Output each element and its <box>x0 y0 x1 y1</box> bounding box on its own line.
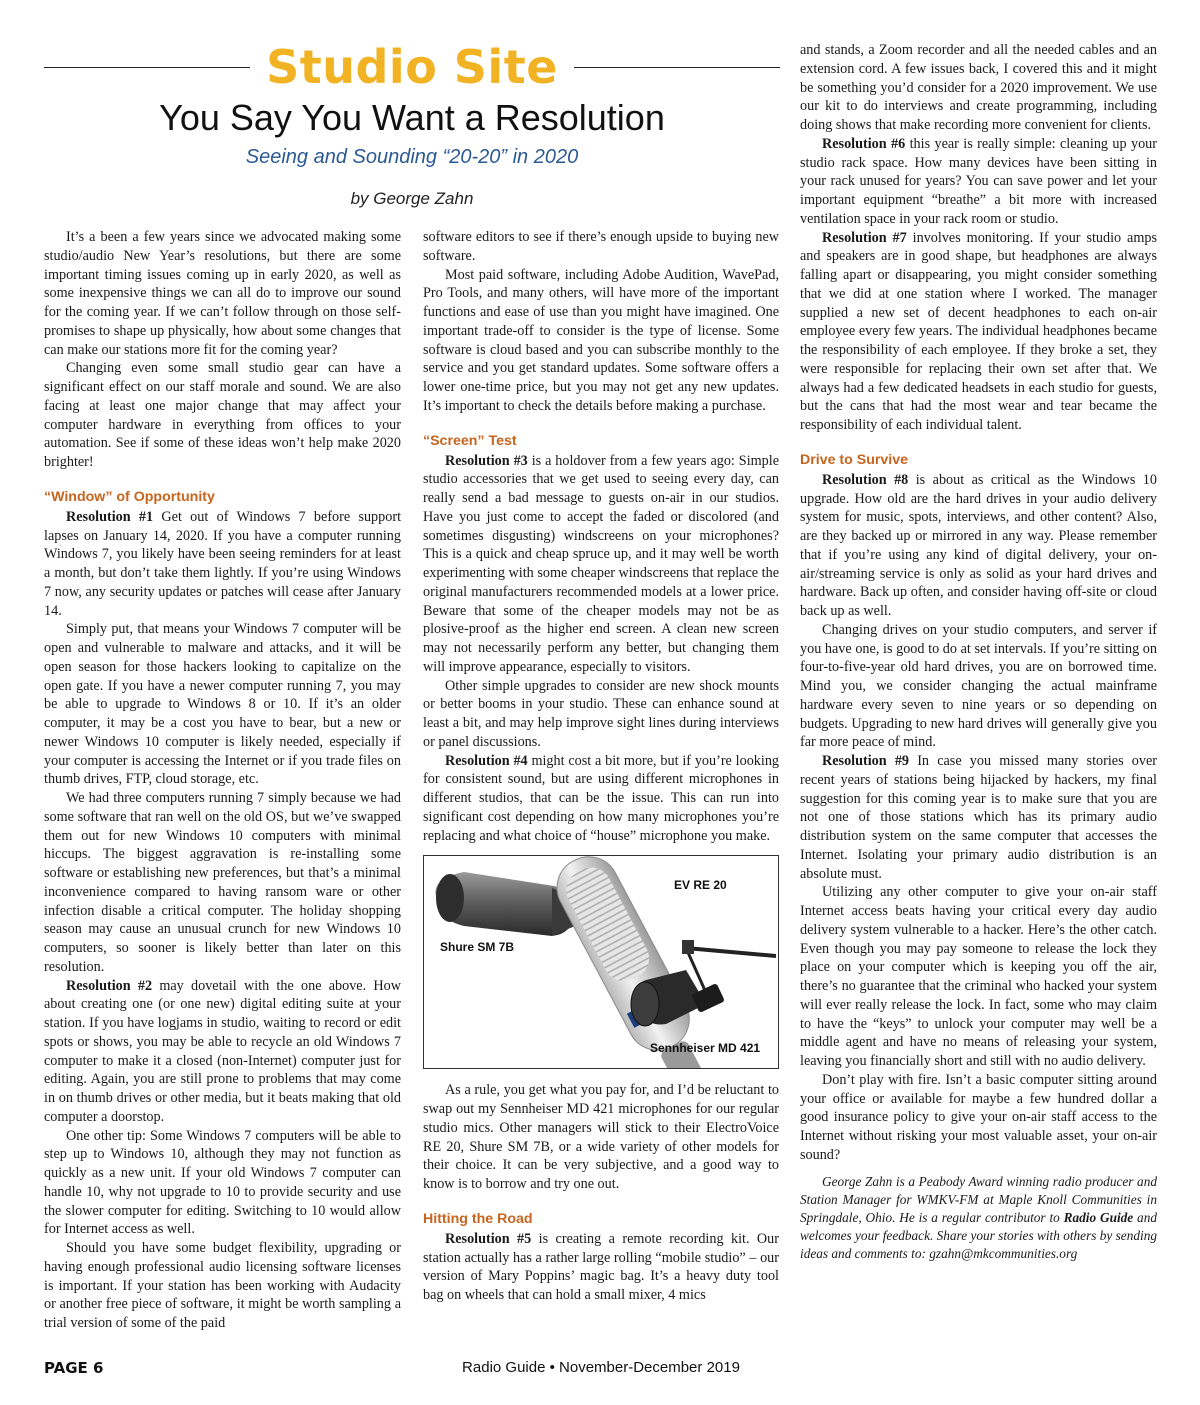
resolution-label: Resolution #8 <box>822 471 909 488</box>
column-2 <box>423 228 779 1305</box>
paragraph: and stands, a Zoom recorder and all the needed cables and an extension cord. A few issues back, I covered this and it might be something you’d consider for a 2020 improvement. We use our kit to do interviews and create programming, including doing shows that make recording more convenient for clients. <box>800 42 1157 133</box>
paragraph-text: this year is really simple: cleaning up your studio rack space. How many devices have been sitting in your rack unused for years? You can save power and let your important equipment “breathe” a bit more with increased ventilation space in your rack room or studio. <box>800 135 1157 227</box>
paragraph <box>423 452 779 677</box>
bio-text: and welcomes your feedback. Share your stories with others by sending ideas and comments to: gzahn@mkcommunities.org <box>800 1209 1157 1262</box>
paragraph: Changing drives on your studio computers, and server if you have one, is good to do at set intervals. If you’re sitting on four-to-five-year old hard drives, you are on borrowed time. Mind you, we consider changing the actual mainframe hardware every seven to nine years or so depending on budgets. Upgrading to new hard drives will generally give you far more peace of mind. <box>800 621 1157 751</box>
paragraph <box>44 977 401 1127</box>
paragraph: One other tip: Some Windows 7 computers will be able to step up to Windows 10, although they may not function as quickly as a new unit. If your old Windows 7 computer can handle 10, why not upgrade to 10 to provide security and use the slower computer for editing. Switching to 10 would allow for Internet access as well. <box>44 1127 401 1238</box>
paragraph: Don’t play with fire. Isn’t a basic computer sitting around your office or available for maybe a few hundred dollar a good insurance policy to give your on-air staff access to the Internet without risking your most valuable asset, your on-air sound? <box>800 1071 1157 1163</box>
paragraph <box>800 229 1157 435</box>
caption-sennheiser-md421: Sennheiser MD 421 <box>650 1041 761 1056</box>
magazine-name: Radio Guide <box>1063 1209 1134 1225</box>
caption-ev-re20: EV RE 20 <box>674 878 727 893</box>
page-number: PAGE 6 <box>44 1359 104 1377</box>
resolution-label: Resolution #2 <box>66 977 153 994</box>
section-name: Studio Site <box>266 40 558 94</box>
paragraph-text: might cost a bit more, but if you’re looking for consistent sound, but are using different microphones in different studios, that can be the issue. This can run into significant cost depending on how many microphones you’re replacing and what choice of “house” microphone you make. <box>423 752 780 844</box>
article-subhead: Seeing and Sounding “20-20” in 2020 <box>245 146 579 168</box>
paragraph-text: is a holdover from a few years ago: Simple studio accessories that we get used to seeing every day, can really send a bad message to guests on-air in our studios. Have you just come to accept the faded or discolored (and sometimes disgusting) windscreens on your microphones? This is a quick and cheap spruce up, and it may well be worth experimenting with some cheaper windscreens that replace the original manufacturers recommended models at a lower price. Beware that some of the cheaper models may not be as plosive-proof as the higher end screen. A clean new screen may not necessarily perform any better, but changing them will improve appearance, especially to visitors. <box>423 452 779 675</box>
caption-shure-sm7b: Shure SM 7B <box>440 940 515 955</box>
paragraph <box>423 752 779 846</box>
resolution-label: Resolution #9 <box>822 753 910 769</box>
column-1 <box>44 228 401 1333</box>
paragraph: Most paid software, including Adobe Audition, WavePad, Pro Tools, and many others, will have more of the important functions and ease of use than you might have imagined. One important trade-off to consider is the type of license. Some software is cloud based and you can subscribe monthly to the service and you get standard updates. Some software offers a lower one-time price, but you may not get any new updates. It’s important to check the details before making a purchase. <box>423 266 779 414</box>
article-byline: by George Zahn <box>350 189 474 208</box>
subheading: “Screen” Test <box>423 432 517 449</box>
title-rule-right <box>574 67 780 68</box>
author-bio <box>800 1173 1157 1264</box>
resolution-label: Resolution #4 <box>445 752 528 769</box>
paragraph: software editors to see if there’s enough upside to buying new software. <box>423 229 779 264</box>
resolution-label: Resolution #7 <box>822 229 907 246</box>
column-3 <box>800 41 1157 1264</box>
resolution-label: Resolution #1 <box>66 508 154 525</box>
paragraph-text: involves monitoring. If your studio amps and speakers are in good shape, but headphones are always falling apart or disappearing, you might consider something that we did at one station where I worked. The manager supplied a new set of decent headphones to each on-air employee every few years. The individual headphones became the responsibility of each employee. If they broke a set, they were responsible for replacing their own set after that. We always had a few dedicated headsets in each studio for guests, but the cans that had the most wear and tear became the responsibility of each individual talent. <box>800 229 1157 433</box>
subheading: Hitting the Road <box>423 1210 533 1227</box>
paragraph-text: may dovetail with the one above. How about creating one (or one new) digital editing suite at your station. If you have logjams in studio, waiting to record or edit spots or shows, you may be able to recycle an old Windows 7 computer to make it a closed (non-Internet) computer just for editing. Again, you are still prone to problems that may come in on thumb drives or other media, but it beats making that old computer a doorstop. <box>44 977 401 1125</box>
article-headline: You Say You Want a Resolution <box>159 97 665 138</box>
paragraph: It’s a been a few years since we advocated making some studio/audio New Year’s resolutions, but there are some important timing issues coming up in early 2020, as well as some inexpensive things we can all do to improve our sound for the coming year. If we can’t follow through on those self-promises to shape up physically, how about some changes that can make our stations more fit for the coming year? <box>44 229 401 358</box>
bio-text: George Zahn is a Peabody Award winning radio producer and Station Manager for WMKV-FM at Maple Knoll Communities in Springdale, Ohio. He is a regular contributor to <box>800 1173 1157 1225</box>
paragraph: Other simple upgrades to consider are new shock mounts or better booms in your studio. These can enhance sound at least a bit, and may help improve sight lines during interviews or panel discussions. <box>423 677 779 750</box>
resolution-label: Resolution #3 <box>445 452 528 469</box>
subheading: “Window” of Opportunity <box>44 488 215 505</box>
paragraph-text: is about as critical as the Windows 10 upgrade. How old are the hard drives in your audio delivery system for music, spots, interviews, and other content? Also, are they backed up or mirrored in any way. Please remember that if you’re using any kind of digital delivery, your on-air/streaming service is only as solid as your hard drives and hardware. Back up often, and consider having off-site or cloud back up as well. <box>800 471 1157 619</box>
resolution-label: Resolution #6 <box>822 135 906 152</box>
paragraph: We had three computers running 7 simply because we had some software that ran well on the old OS, but we’ve swapped them out for new Windows 10 computers with minimal hiccups. The biggest aggravation is re-installing some software or establishing new preferences, but that’s a minimal inconvenience compared to having ransom ware or other infection disable a critical computer. The holiday shopping season may cause an unusual crunch for new Windows 10 computers, so sooner is likely better than later on this resolution. <box>44 790 401 975</box>
paragraph <box>800 752 1157 883</box>
paragraph <box>44 508 401 621</box>
paragraph: Should you have some budget flexibility, upgrading or having enough professional audio licensing software licenses is important. If your station has been working with Audacity or another free piece of software, it might be worth sampling a trial version of some of the paid <box>44 1240 401 1331</box>
paragraph: Utilizing any other computer to give your on-air staff Internet access beats having your critical every day audio delivery system vulnerable to a hacker. Here’s the other catch. Even though you may pay someone to release the lock they place on your computer which is keeping you off the air, there’s no guarantee that the criminal who hacked your system will ever really release the lock. In fact, some who may claim to have the “keys” to unlock your computer may well be a middle agent and have no means of releasing your system, leaving you financially short and still with no audio delivery. <box>800 884 1157 1069</box>
resolution-label: Resolution #5 <box>445 1230 532 1247</box>
section-title <box>44 38 780 96</box>
paragraph <box>800 471 1157 621</box>
paragraph-text: Get out of Windows 7 before support lapses on January 14, 2020. If you have a computer running Windows 7, you likely have been seeing reminders for at least a month, but don’t take them lightly. If you’re using Windows 7 now, any security updates or patches will cease after January 14. <box>44 508 402 619</box>
issue-footer: Radio Guide • November-December 2019 <box>462 1359 740 1376</box>
paragraph: As a rule, you get what you pay for, and I’d be reluctant to swap out my Sennheiser MD 421 microphones for our regular studio mics. Other managers will stick to their ElectroVoice RE 20, Shure SM 7B, or a wide variety of other models for their choice. It can be very subjective, and a good way to know is to borrow and try one out. <box>423 1082 779 1192</box>
paragraph-text: is creating a remote recording kit. Our station actually has a rather large rolling “mobile studio” – our version of Mary Poppins’ magic bag. It’s a heavy duty tool bag on wheels that can hold a small mixer, 4 mics <box>423 1230 779 1303</box>
subheading: Drive to Survive <box>800 451 909 468</box>
paragraph <box>800 135 1157 229</box>
paragraph: Simply put, that means your Windows 7 computer will be open and vulnerable to malware and attacks, and it will be open season for those hackers looking to capitalize on the open gate. If you have a newer computer running 7, you may be able to upgrade to Windows 8 or 10. If it’s an older computer, it may be a cost you have to bear, but a new or newer Windows 10 computer is likely needed, especially if your computer is accessing the Internet or if you trade files on thumb drives, FTP, cloud storage, etc. <box>44 621 401 788</box>
paragraph-text: In case you missed many stories over recent years of stations being hijacked by hackers, my final suggestion for this coming year is to make sure that you are not one of those stations which has its primary audio distribution system on the same computer that accesses the Internet. Isolating your primary audio distribution is an absolute must. <box>800 753 1157 882</box>
microphone-photo <box>423 855 779 1069</box>
paragraph: Changing even some small studio gear can have a significant effect on our staff morale and sound. We are also facing at least one major change that may affect your computer hardware in everything from offices to your automation. See if some of these ideas won’t help make 2020 brighter! <box>44 360 401 470</box>
paragraph <box>423 1230 779 1305</box>
title-rule-left <box>44 67 250 68</box>
